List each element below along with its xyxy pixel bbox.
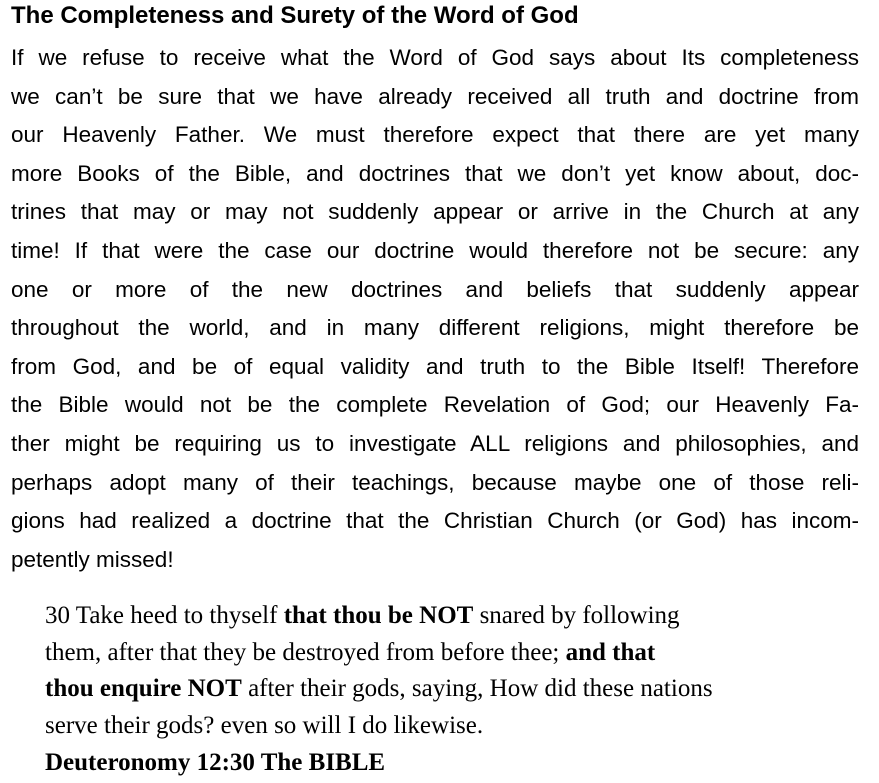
quote-text: after their gods, saying, How did these nations — [241, 675, 713, 703]
quote-line — [45, 671, 845, 708]
paragraph-line: we can’t be sure that we have already received all truth and doctrine from — [11, 83, 859, 109]
quote-text: 30 Take heed to thyself — [45, 602, 284, 629]
paragraph-line: ther might be requiring us to investigate ALL religions and philosophies, and — [11, 430, 859, 456]
paragraph-line: the Bible would not be the complete Revelation of God; our Heavenly Fa- — [11, 392, 859, 418]
section-heading: The Completeness and Surety of the Word of God — [11, 2, 579, 29]
quote-line: serve their gods? even so will I do likewise. — [45, 712, 484, 740]
paragraph-line: perhaps adopt many of their teachings, because maybe one of those reli- — [11, 469, 859, 495]
paragraph-line: one or more of the new doctrines and beliefs that suddenly appear — [11, 276, 859, 302]
paragraph-line: petently missed! — [11, 546, 174, 572]
quote-emphasis: that thou be NOT — [283, 602, 474, 629]
quote-emphasis: thou enquire NOT — [45, 675, 242, 703]
quote-line — [45, 598, 845, 635]
paragraph-line: gions had realized a doctrine that the Christian Church (or God) has incom- — [11, 508, 859, 534]
paragraph-line: time! If that were the case our doctrine would therefore not be secure: any — [11, 237, 859, 263]
scripture-citation: Deuteronomy 12:30 The BIBLE — [45, 748, 386, 776]
body-paragraph — [11, 39, 859, 579]
paragraph-line: our Heavenly Father. We must therefore expect that there are yet many — [11, 122, 859, 148]
quote-emphasis: and that — [565, 638, 656, 666]
paragraph-line: If we refuse to receive what the Word of God says about Its completeness — [11, 45, 859, 70]
quote-line — [45, 635, 845, 672]
paragraph-line: trines that may or may not suddenly appear or arrive in the Church at any — [11, 199, 859, 225]
paragraph-line: more Books of the Bible, and doctrines that we don’t yet know about, doc- — [11, 160, 859, 186]
quote-text: them, after that they be destroyed from before thee; — [45, 638, 566, 666]
scripture-quote — [45, 598, 845, 782]
quote-text: snared by following — [473, 602, 680, 629]
paragraph-line: from God, and be of equal validity and truth to the Bible Itself! Therefore — [11, 353, 859, 379]
paragraph-line: throughout the world, and in many different religions, might therefore be — [11, 315, 859, 341]
